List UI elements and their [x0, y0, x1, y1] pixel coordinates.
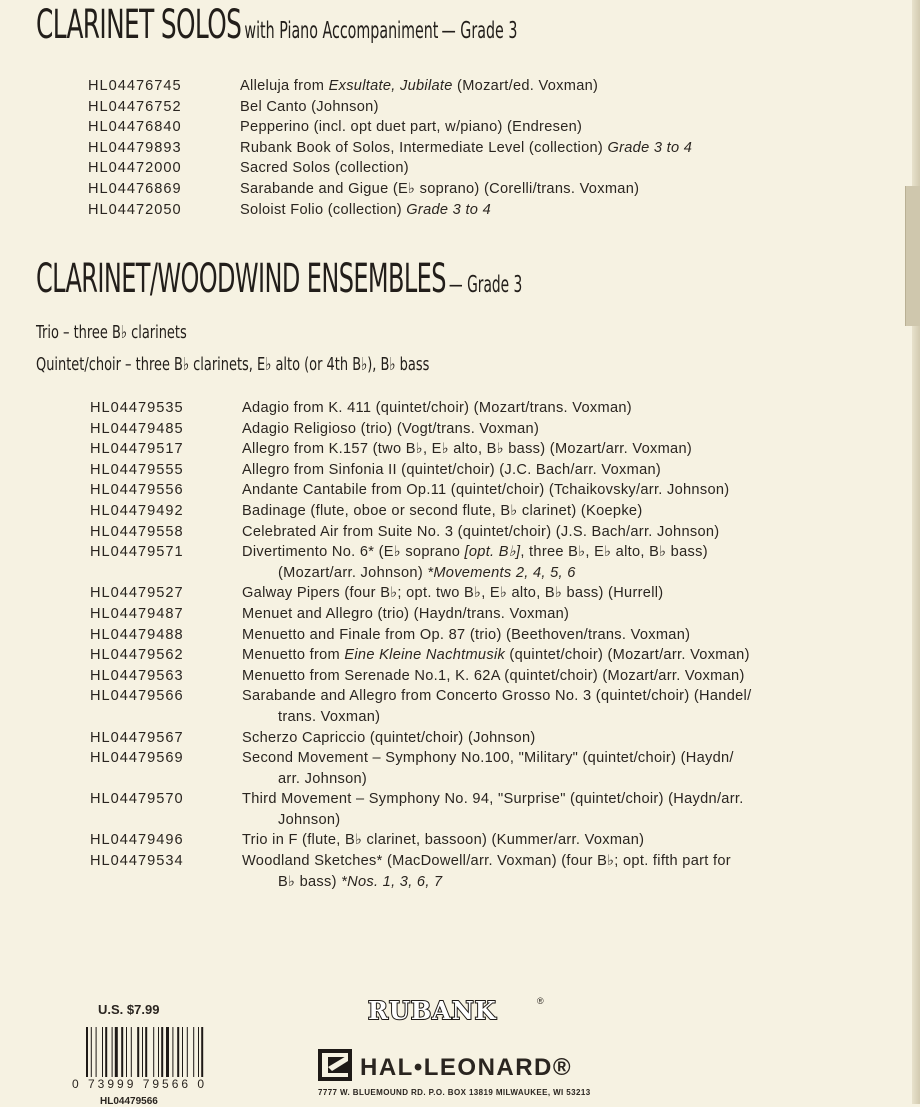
list-item: [90, 460, 862, 481]
page-edge: [912, 0, 920, 1104]
list-item: [90, 748, 862, 789]
item-title: Adagio Religioso (trio) (Vogt/trans. Voxman): [242, 420, 540, 437]
list-item: [90, 789, 862, 830]
barcode-bar: [153, 1027, 154, 1077]
item-title: Second Movement – Symphony No.100, "Military" (quintet/choir) (Haydn/ arr. Johnson): [242, 750, 734, 787]
item-title: Rubank Book of Solos, Intermediate Level (collection) Grade 3 to 4: [240, 139, 693, 156]
item-title: Woodland Sketches* (MacDowell/arr. Voxman) (four B♭; opt. fifth part for B♭ bass) *Nos. 1, 3, 6, 7: [242, 853, 731, 890]
item-code: HL04476840: [88, 119, 182, 136]
page-tab: [905, 186, 920, 326]
rubank-registered-mark: ®: [537, 996, 544, 1006]
item-code: HL04479496: [90, 832, 184, 849]
item-code: HL04479527: [90, 585, 184, 602]
list-item: [90, 645, 862, 666]
list-item: [90, 830, 862, 851]
list-item: [90, 501, 862, 522]
barcode-bottom-code: HL04479566: [100, 1096, 158, 1107]
ensembles-heading-grade: — Grade 3: [448, 272, 523, 298]
list-item: [90, 625, 862, 646]
barcode-bar: [145, 1027, 147, 1077]
item-title: Scherzo Capriccio (quintet/choir) (Johnson): [242, 729, 536, 746]
item-title: Badinage (flute, oboe or second flute, B♭ clarinet) (Koepke): [242, 502, 643, 519]
barcode-bar: [158, 1027, 159, 1077]
item-code: HL04479566: [90, 688, 184, 705]
item-code: HL04479558: [90, 523, 184, 540]
item-code: HL04476745: [88, 78, 182, 94]
barcode-number: 0 73999 79566 0: [72, 1077, 208, 1091]
list-item: [88, 200, 865, 221]
list-item: [90, 666, 862, 687]
item-title: Menuetto from Eine Kleine Nachtmusik (quintet/choir) (Mozart/arr. Voxman): [242, 647, 750, 664]
item-code: HL04479492: [90, 502, 184, 519]
barcode-bar: [172, 1027, 173, 1077]
barcode-bar: [126, 1027, 127, 1077]
item-title: Third Movement – Symphony No. 94, "Surprise" (quintet/choir) (Haydn/arr. Johnson): [242, 791, 744, 828]
item-title: Adagio from K. 411 (quintet/choir) (Mozart/trans. Voxman): [242, 400, 632, 416]
list-item: [90, 686, 862, 727]
ensembles-list: [90, 398, 862, 892]
item-title: Pepperino (incl. opt duet part, w/piano) (Endresen): [240, 119, 583, 136]
ensembles-heading: [36, 256, 522, 302]
item-title: Divertimento No. 6* (E♭ soprano [opt. B♭], three B♭, E♭ alto, B♭ bass) (Mozart/arr. Johnson) *Movements 2, 4, 5, 6: [242, 544, 708, 581]
barcode-bar: [193, 1027, 194, 1077]
solos-heading: [36, 2, 517, 48]
solos-heading-grade: — Grade 3: [441, 18, 518, 44]
quintet-description: Quintet/choir – three B♭ clarinets, E♭ alto (or 4th B♭), B♭ bass: [36, 354, 430, 375]
barcode-bar: [137, 1027, 139, 1077]
barcode-bar: [166, 1027, 169, 1077]
item-title: Trio in F (flute, B♭ clarinet, bassoon) (Kummer/arr. Voxman): [242, 832, 645, 849]
item-title: Andante Cantabile from Op.11 (quintet/choir) (Tchaikovsky/arr. Johnson): [242, 482, 730, 499]
item-code: HL04479570: [90, 791, 184, 808]
item-code: HL04472000: [88, 160, 182, 177]
item-title: Allegro from Sinfonia II (quintet/choir) (J.C. Bach/arr. Voxman): [242, 461, 662, 478]
item-code: HL04479534: [90, 853, 184, 870]
item-code: HL04479556: [90, 482, 184, 499]
barcode-bar: [161, 1027, 163, 1077]
list-item: [88, 179, 865, 200]
item-title: Celebrated Air from Suite No. 3 (quintet/choir) (J.S. Bach/arr. Johnson): [242, 523, 720, 540]
list-item: [88, 97, 865, 118]
item-code: HL04472050: [88, 201, 182, 218]
list-item: [88, 158, 865, 179]
item-code: HL04479488: [90, 626, 184, 643]
item-code: HL04479485: [90, 420, 184, 437]
barcode-bar: [96, 1027, 97, 1077]
ensembles-heading-title: CLARINET/WOODWIND ENSEMBLES: [36, 256, 446, 302]
item-code: HL04479487: [90, 605, 184, 622]
list-item: [88, 117, 865, 138]
list-item: [90, 419, 862, 440]
item-code: HL04476869: [88, 180, 182, 197]
list-item: [90, 480, 862, 501]
barcode-image: [84, 1027, 236, 1077]
publisher-address: 7777 W. BLUEMOUND RD. P.O. BOX 13819 MILWAUKEE, WI 53213: [318, 1088, 591, 1097]
barcode-bar: [105, 1027, 107, 1077]
item-code: HL04479535: [90, 400, 184, 416]
list-item: [90, 398, 862, 419]
rubank-logo: RUBANK: [368, 996, 497, 1025]
solos-list: [88, 76, 865, 220]
barcode-bar: [91, 1027, 92, 1077]
list-item: [88, 138, 865, 159]
item-title: Sarabande and Allegro from Concerto Grosso No. 3 (quintet/choir) (Handel/ trans. Voxman): [242, 688, 752, 725]
item-code: HL04479569: [90, 750, 184, 767]
item-code: HL04479517: [90, 441, 184, 458]
hal-leonard-logo-icon: [318, 1049, 352, 1081]
item-title: Menuetto from Serenade No.1, K. 62A (quintet/choir) (Mozart/arr. Voxman): [242, 667, 745, 684]
item-title: Allegro from K.157 (two B♭, E♭ alto, B♭ bass) (Mozart/arr. Voxman): [242, 441, 693, 458]
item-title: Bel Canto (Johnson): [240, 98, 379, 115]
barcode-bar: [86, 1027, 88, 1077]
list-item: [88, 76, 865, 97]
item-title: Alleluja from Exsultate, Jubilate (Mozart/ed. Voxman): [240, 78, 599, 94]
solos-heading-title: CLARINET SOLOS: [36, 2, 242, 48]
barcode-bar: [115, 1027, 118, 1077]
list-item: [90, 439, 862, 460]
list-item: [90, 851, 862, 892]
item-code: HL04479567: [90, 729, 184, 746]
item-code: HL04476752: [88, 98, 182, 115]
list-item: [90, 583, 862, 604]
barcode-bar: [182, 1027, 183, 1077]
list-item: [90, 542, 862, 583]
barcode-bar: [198, 1027, 199, 1077]
barcode-bar: [142, 1027, 143, 1077]
item-code: HL04479571: [90, 544, 184, 561]
trio-description: Trio – three B♭ clarinets: [36, 322, 187, 343]
barcode-bar: [112, 1027, 113, 1077]
item-title: Soloist Folio (collection) Grade 3 to 4: [240, 201, 491, 218]
barcode-bar: [187, 1027, 188, 1077]
barcode-bar: [177, 1027, 179, 1077]
item-title: Menuet and Allegro (trio) (Haydn/trans. Voxman): [242, 605, 570, 622]
list-item: [90, 728, 862, 749]
item-code: HL04479893: [88, 139, 182, 156]
item-code: HL04479562: [90, 647, 184, 664]
item-code: HL04479563: [90, 667, 184, 684]
item-title: Galway Pipers (four B♭; opt. two B♭, E♭ alto, B♭ bass) (Hurrell): [242, 585, 664, 602]
barcode-bar: [131, 1027, 132, 1077]
solos-heading-sub: with Piano Accompaniment: [244, 18, 439, 44]
price-label: U.S. $7.99: [98, 1002, 160, 1017]
list-item: [90, 522, 862, 543]
item-title: Sacred Solos (collection): [240, 160, 409, 177]
list-item: [90, 604, 862, 625]
hal-leonard-name: HAL•LEONARD®: [360, 1054, 573, 1081]
item-title: Menuetto and Finale from Op. 87 (trio) (Beethoven/trans. Voxman): [242, 626, 691, 643]
barcode-bar: [201, 1027, 203, 1077]
item-code: HL04479555: [90, 461, 184, 478]
item-title: Sarabande and Gigue (E♭ soprano) (Corelli/trans. Voxman): [240, 180, 640, 197]
barcode-bar: [102, 1027, 103, 1077]
barcode-bar: [121, 1027, 123, 1077]
